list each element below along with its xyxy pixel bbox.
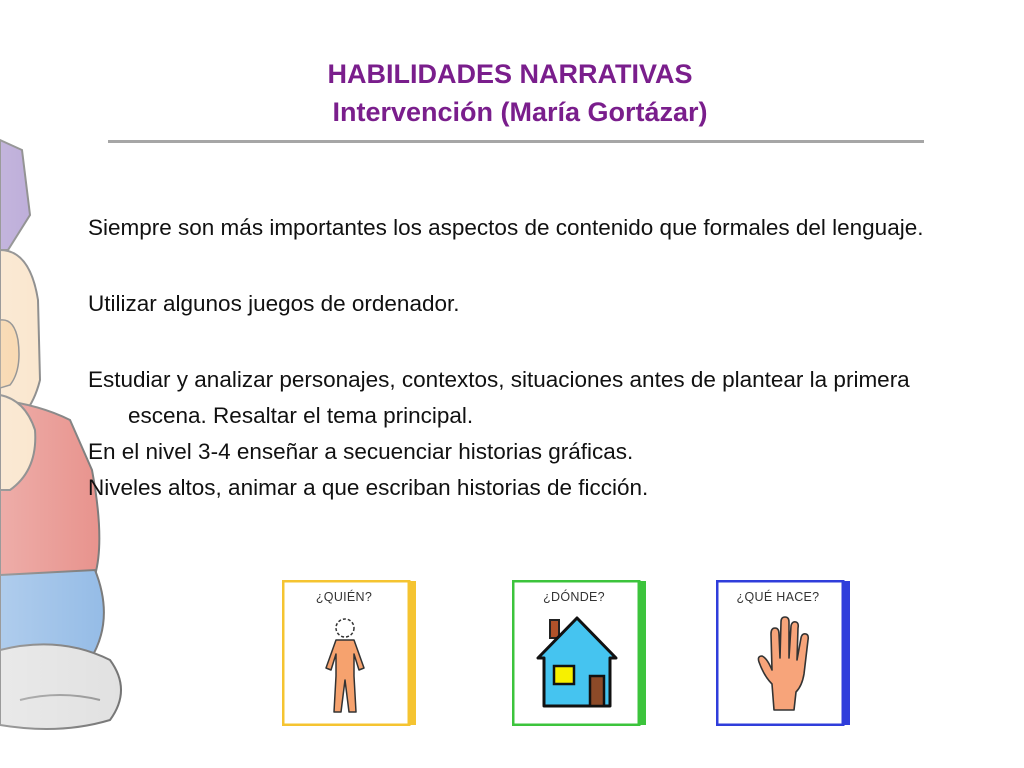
card-label: ¿QUIÉN? xyxy=(315,590,373,604)
paragraph: Niveles altos, animar a que escriban historias de ficción. xyxy=(88,475,649,500)
slide-title xyxy=(200,55,820,131)
pictogram-card-where xyxy=(512,580,650,726)
title-divider xyxy=(108,140,924,143)
paragraph: En el nivel 3-4 enseñar a secuenciar historias gráficas. xyxy=(88,439,634,464)
paragraph: Utilizar algunos juegos de ordenador. xyxy=(88,291,460,316)
slide-body xyxy=(88,210,938,506)
person-icon xyxy=(320,616,370,716)
pictogram-card-who xyxy=(282,580,420,726)
card-label: ¿DÓNDE? xyxy=(543,590,605,604)
house-icon xyxy=(534,614,620,710)
paragraph: Siempre son más importantes los aspectos de contenido que formales del lenguaje. xyxy=(88,215,924,240)
hand-icon xyxy=(756,614,812,712)
paragraph: Estudiar y analizar personajes, contextos, situaciones antes de plantear la primera escena. Resaltar el tema principal. xyxy=(88,367,910,428)
title-line-1: HABILIDADES NARRATIVAS xyxy=(327,59,693,89)
card-label: ¿QUÉ HACE? xyxy=(736,590,820,604)
title-line-2: Intervención (María Gortázar) xyxy=(332,97,708,127)
pictogram-card-what xyxy=(716,580,854,726)
